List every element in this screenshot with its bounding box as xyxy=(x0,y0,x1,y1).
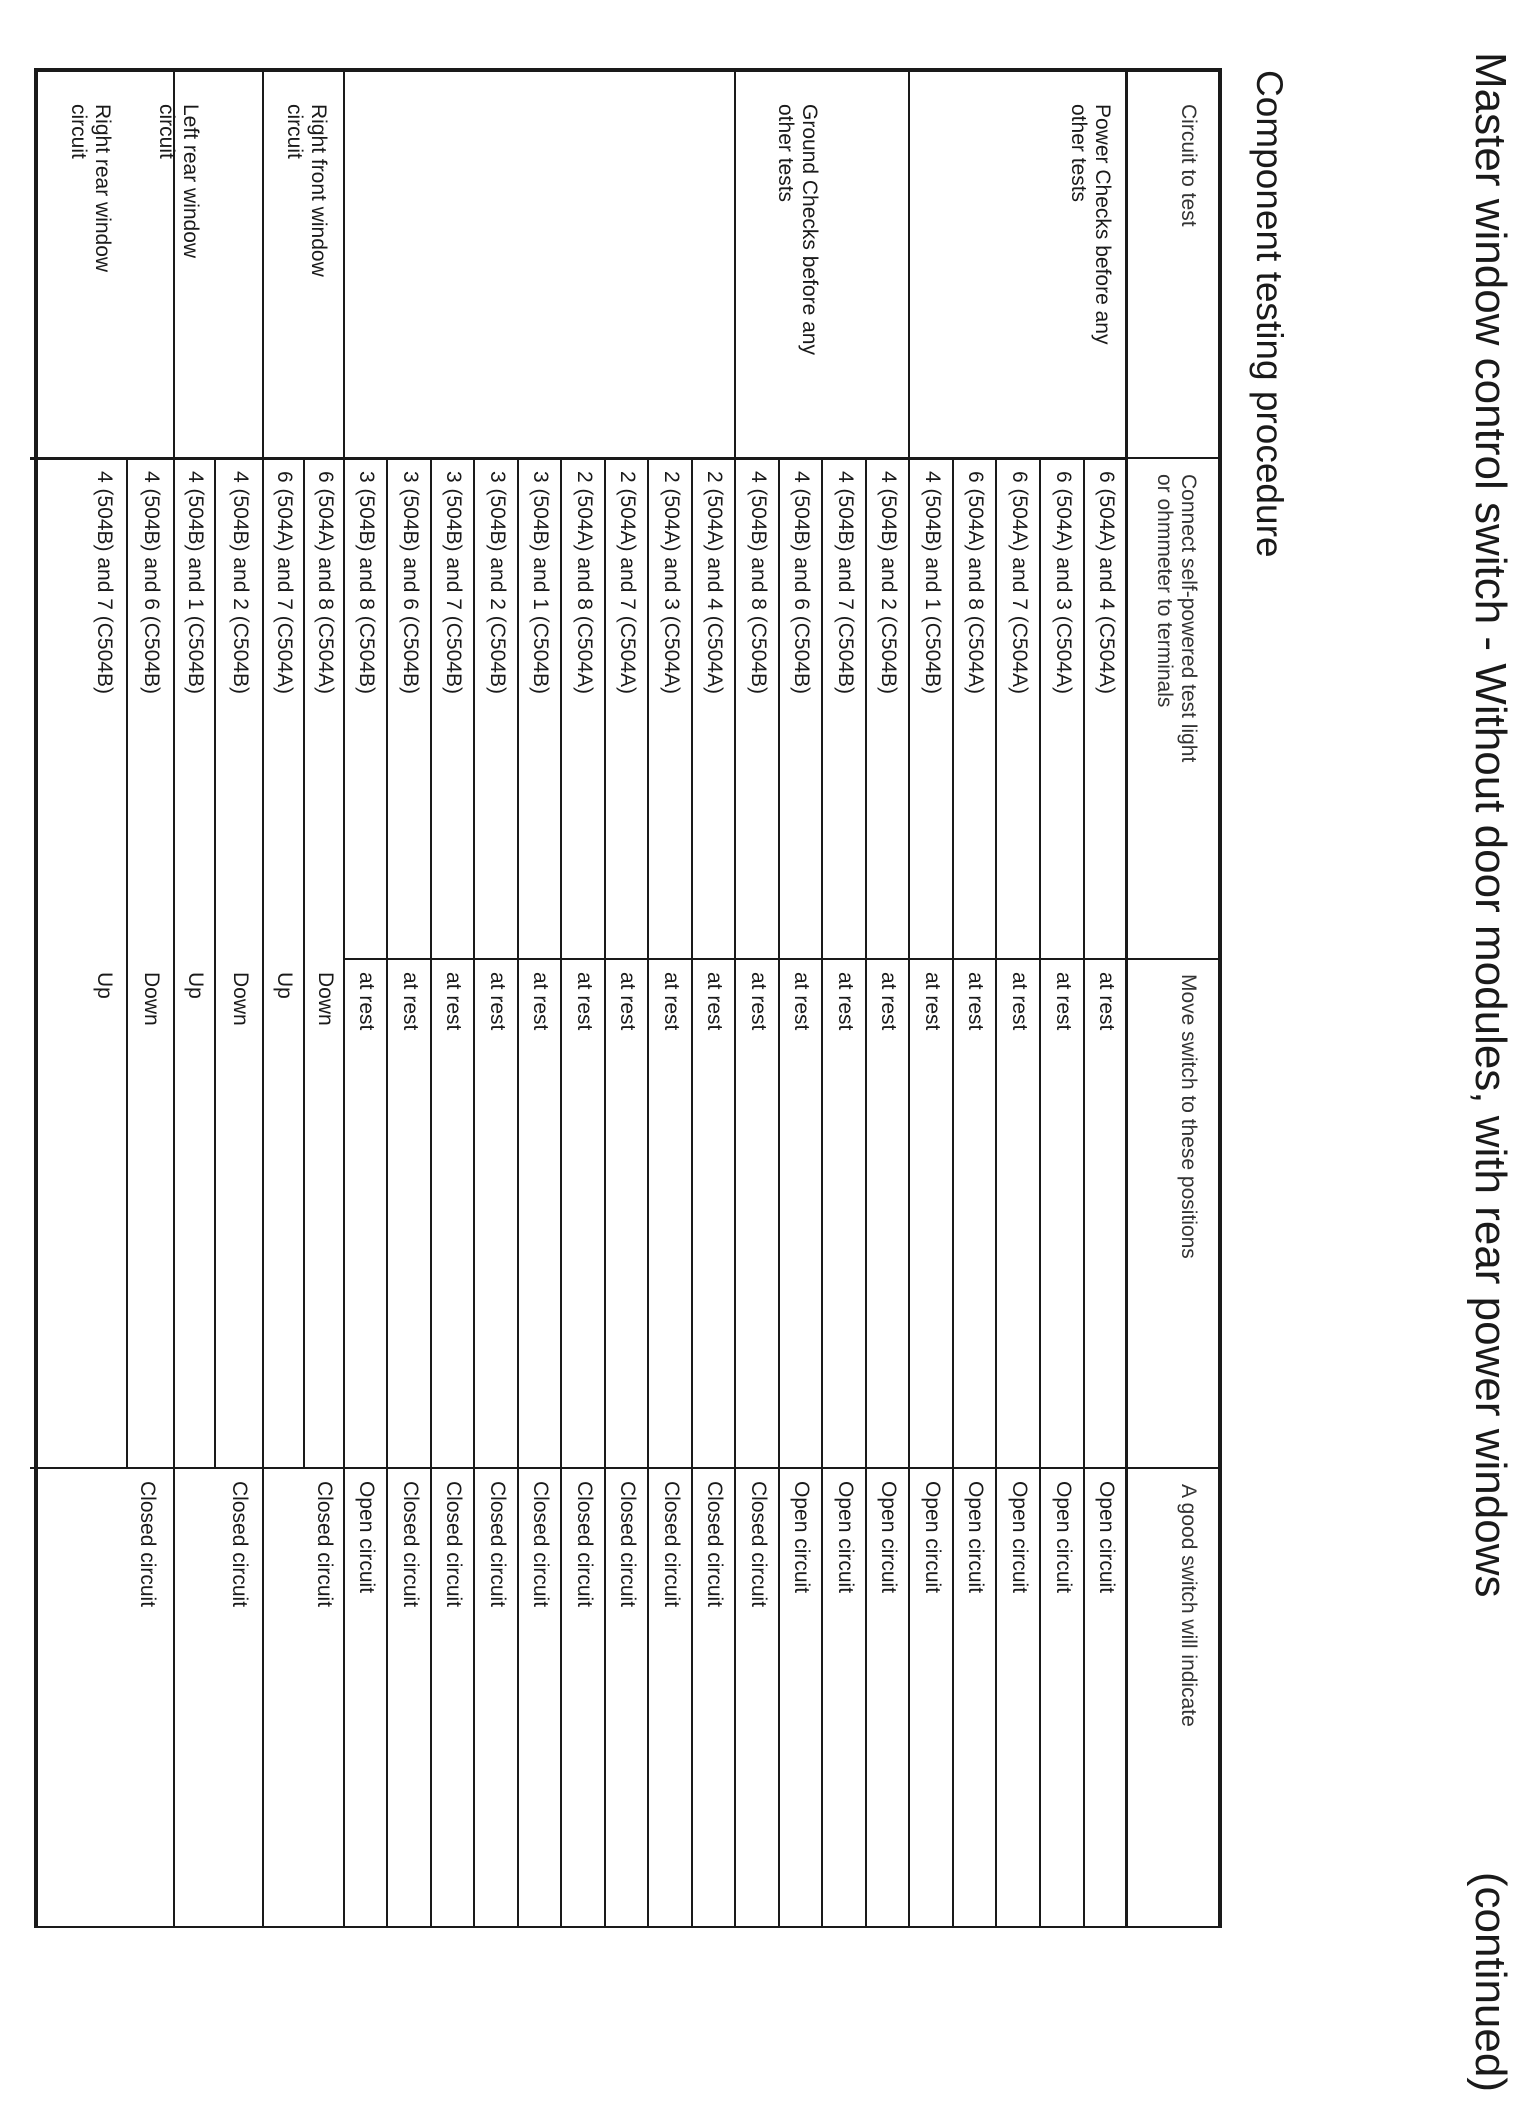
cell-terminals: 6 (504A) and 8 (C504A) xyxy=(314,471,337,694)
grid-line-v xyxy=(30,457,1128,460)
title-text: Master window control switch - Without door modules, with rear power windows xyxy=(1466,52,1515,1598)
grid-line-h xyxy=(560,457,562,1928)
cell-terminals: 4 (504B) and 2 (C504B) xyxy=(229,471,252,694)
cell-terminals: 3 (504B) and 7 (C504B) xyxy=(442,471,465,694)
grid-line-h xyxy=(430,457,432,1928)
cell-terminals: 6 (504A) and 4 (C504A) xyxy=(1095,471,1118,694)
cell-terminals: 2 (504A) and 8 (C504A) xyxy=(573,471,596,694)
grid-line-h xyxy=(473,457,475,1928)
grid-line-h xyxy=(821,457,823,1928)
cell-position: at rest xyxy=(834,972,857,1031)
group-power-line2: other tests xyxy=(1067,104,1090,203)
grid-line-h xyxy=(952,457,954,1928)
grid-line-h xyxy=(734,72,736,457)
cell-result: Closed circuit xyxy=(313,1481,336,1608)
cell-position: at rest xyxy=(747,972,770,1031)
cell-result: Open circuit xyxy=(964,1481,987,1594)
grid-line-h xyxy=(214,457,216,1467)
grid-line-h xyxy=(908,72,910,457)
cell-position: at rest xyxy=(616,972,639,1031)
cell-position: at rest xyxy=(921,972,944,1031)
cell-terminals: 3 (504B) and 2 (C504B) xyxy=(486,471,509,694)
cell-result: Closed circuit xyxy=(136,1481,159,1608)
cell-terminals: 3 (504B) and 8 (C504B) xyxy=(355,471,378,694)
continued-label: (continued) xyxy=(1466,1871,1515,2092)
grid-line-h xyxy=(995,457,997,1928)
page-title xyxy=(1462,52,1518,2092)
grid-line-h xyxy=(734,457,736,1928)
cell-terminals: 4 (504B) and 2 (C504B) xyxy=(877,471,900,694)
grid-line-h xyxy=(691,457,693,1928)
cell-terminals: 4 (504B) and 7 (C504B) xyxy=(93,471,116,694)
cell-result: Open circuit xyxy=(921,1481,944,1594)
group-power-line1: Power Checks before any xyxy=(1091,104,1114,345)
cell-result: Closed circuit xyxy=(747,1481,770,1608)
group-lr-line1: Left rear window xyxy=(179,104,202,259)
grid-line-h xyxy=(173,457,175,1928)
cell-position: at rest xyxy=(790,972,813,1031)
cell-position: Down xyxy=(140,972,163,1026)
grid-line-v xyxy=(1128,1467,1218,1469)
cell-position: at rest xyxy=(355,972,378,1031)
group-ground-line1: Ground Checks before any xyxy=(798,104,821,355)
cell-terminals: 6 (504A) and 7 (C504A) xyxy=(273,471,296,694)
testing-table xyxy=(34,68,1222,1928)
cell-terminals: 3 (504B) and 6 (C504B) xyxy=(399,471,422,694)
grid-line-h xyxy=(517,457,519,1928)
cell-position: at rest xyxy=(1095,972,1118,1031)
cell-result: Closed circuit xyxy=(399,1481,422,1608)
grid-line-h xyxy=(173,72,175,457)
cell-terminals: 4 (504B) and 1 (C504B) xyxy=(921,471,944,694)
cell-result: Closed circuit xyxy=(573,1481,596,1608)
cell-result: Closed circuit xyxy=(703,1481,726,1608)
group-ground-line2: other tests xyxy=(774,104,797,203)
group-rf-line2: circuit xyxy=(283,104,306,159)
header-circuit: Circuit to test xyxy=(1177,104,1200,227)
grid-line-h xyxy=(1039,457,1041,1928)
cell-position: at rest xyxy=(573,972,596,1031)
group-rr-line2: circuit xyxy=(67,104,90,159)
cell-position: at rest xyxy=(1052,972,1075,1031)
group-rf-line1: Right front window xyxy=(307,104,330,277)
cell-position: at rest xyxy=(703,972,726,1031)
grid-line-h xyxy=(1125,72,1128,1928)
cell-position: Down xyxy=(229,972,252,1026)
cell-terminals: 4 (504B) and 7 (C504B) xyxy=(834,471,857,694)
cell-position: at rest xyxy=(660,972,683,1031)
cell-result: Open circuit xyxy=(1095,1481,1118,1594)
header-connect-line1: Connect self-powered test light xyxy=(1177,474,1200,763)
grid-line-v xyxy=(264,1467,345,1469)
grid-line-v xyxy=(1128,457,1218,459)
group-lr-line2: circuit xyxy=(155,104,178,159)
cell-terminals: 4 (504B) and 6 (C504B) xyxy=(140,471,163,694)
cell-position: Up xyxy=(184,972,207,999)
cell-result: Open circuit xyxy=(834,1481,857,1594)
cell-position: at rest xyxy=(486,972,509,1031)
grid-line-h xyxy=(343,72,345,457)
cell-position: at rest xyxy=(877,972,900,1031)
grid-line-v xyxy=(1128,958,1218,960)
cell-position: Down xyxy=(314,972,337,1026)
cell-terminals: 2 (504A) and 7 (C504A) xyxy=(616,471,639,694)
grid-line-h xyxy=(604,457,606,1928)
cell-terminals: 2 (504A) and 3 (C504A) xyxy=(660,471,683,694)
grid-line-h xyxy=(865,457,867,1928)
grid-line-h xyxy=(303,457,305,1467)
grid-line-h xyxy=(262,457,264,1928)
cell-terminals: 3 (504B) and 1 (C504B) xyxy=(529,471,552,694)
grid-line-h xyxy=(908,457,910,1928)
header-indicate: A good switch will indicate xyxy=(1177,1484,1200,1727)
grid-line-h xyxy=(778,457,780,1928)
cell-result: Closed circuit xyxy=(486,1481,509,1608)
cell-position: at rest xyxy=(1008,972,1031,1031)
cell-result: Closed circuit xyxy=(442,1481,465,1608)
grid-line-h xyxy=(647,457,649,1928)
header-move: Move switch to these positions xyxy=(1177,974,1200,1259)
cell-result: Open circuit xyxy=(790,1481,813,1594)
cell-position: at rest xyxy=(442,972,465,1031)
cell-position: at rest xyxy=(964,972,987,1031)
cell-terminals: 2 (504A) and 4 (C504A) xyxy=(703,471,726,694)
cell-result: Closed circuit xyxy=(228,1481,251,1608)
grid-line-v xyxy=(175,1467,264,1469)
cell-position: Up xyxy=(93,972,116,999)
grid-line-h xyxy=(126,457,128,1467)
cell-result: Open circuit xyxy=(877,1481,900,1594)
cell-terminals: 6 (504A) and 8 (C504A) xyxy=(964,471,987,694)
header-connect-line2: or ohmmeter to terminals xyxy=(1153,474,1176,708)
cell-position: Up xyxy=(273,972,296,999)
grid-line-h xyxy=(262,72,264,457)
grid-line-v xyxy=(345,1467,1128,1469)
grid-line-h xyxy=(1083,457,1085,1928)
cell-result: Open circuit xyxy=(1052,1481,1075,1594)
cell-position: at rest xyxy=(529,972,552,1031)
cell-terminals: 4 (504B) and 6 (C504B) xyxy=(790,471,813,694)
group-rr-line1: Right rear window xyxy=(91,104,114,273)
grid-line-v xyxy=(30,1467,175,1469)
cell-result: Closed circuit xyxy=(660,1481,683,1608)
cell-terminals: 6 (504A) and 7 (C504A) xyxy=(1008,471,1031,694)
cell-result: Open circuit xyxy=(1008,1481,1031,1594)
cell-result: Closed circuit xyxy=(616,1481,639,1608)
cell-result: Closed circuit xyxy=(529,1481,552,1608)
cell-position: at rest xyxy=(399,972,422,1031)
grid-line-h xyxy=(343,457,345,1928)
grid-line-v xyxy=(345,958,1128,960)
cell-terminals: 4 (504B) and 1 (C504B) xyxy=(184,471,207,694)
cell-result: Open circuit xyxy=(355,1481,378,1594)
section-subtitle: Component testing procedure xyxy=(1249,70,1290,558)
grid-line-h xyxy=(386,457,388,1928)
cell-terminals: 6 (504A) and 3 (C504A) xyxy=(1052,471,1075,694)
cell-terminals: 4 (504B) and 8 (C504B) xyxy=(747,471,770,694)
